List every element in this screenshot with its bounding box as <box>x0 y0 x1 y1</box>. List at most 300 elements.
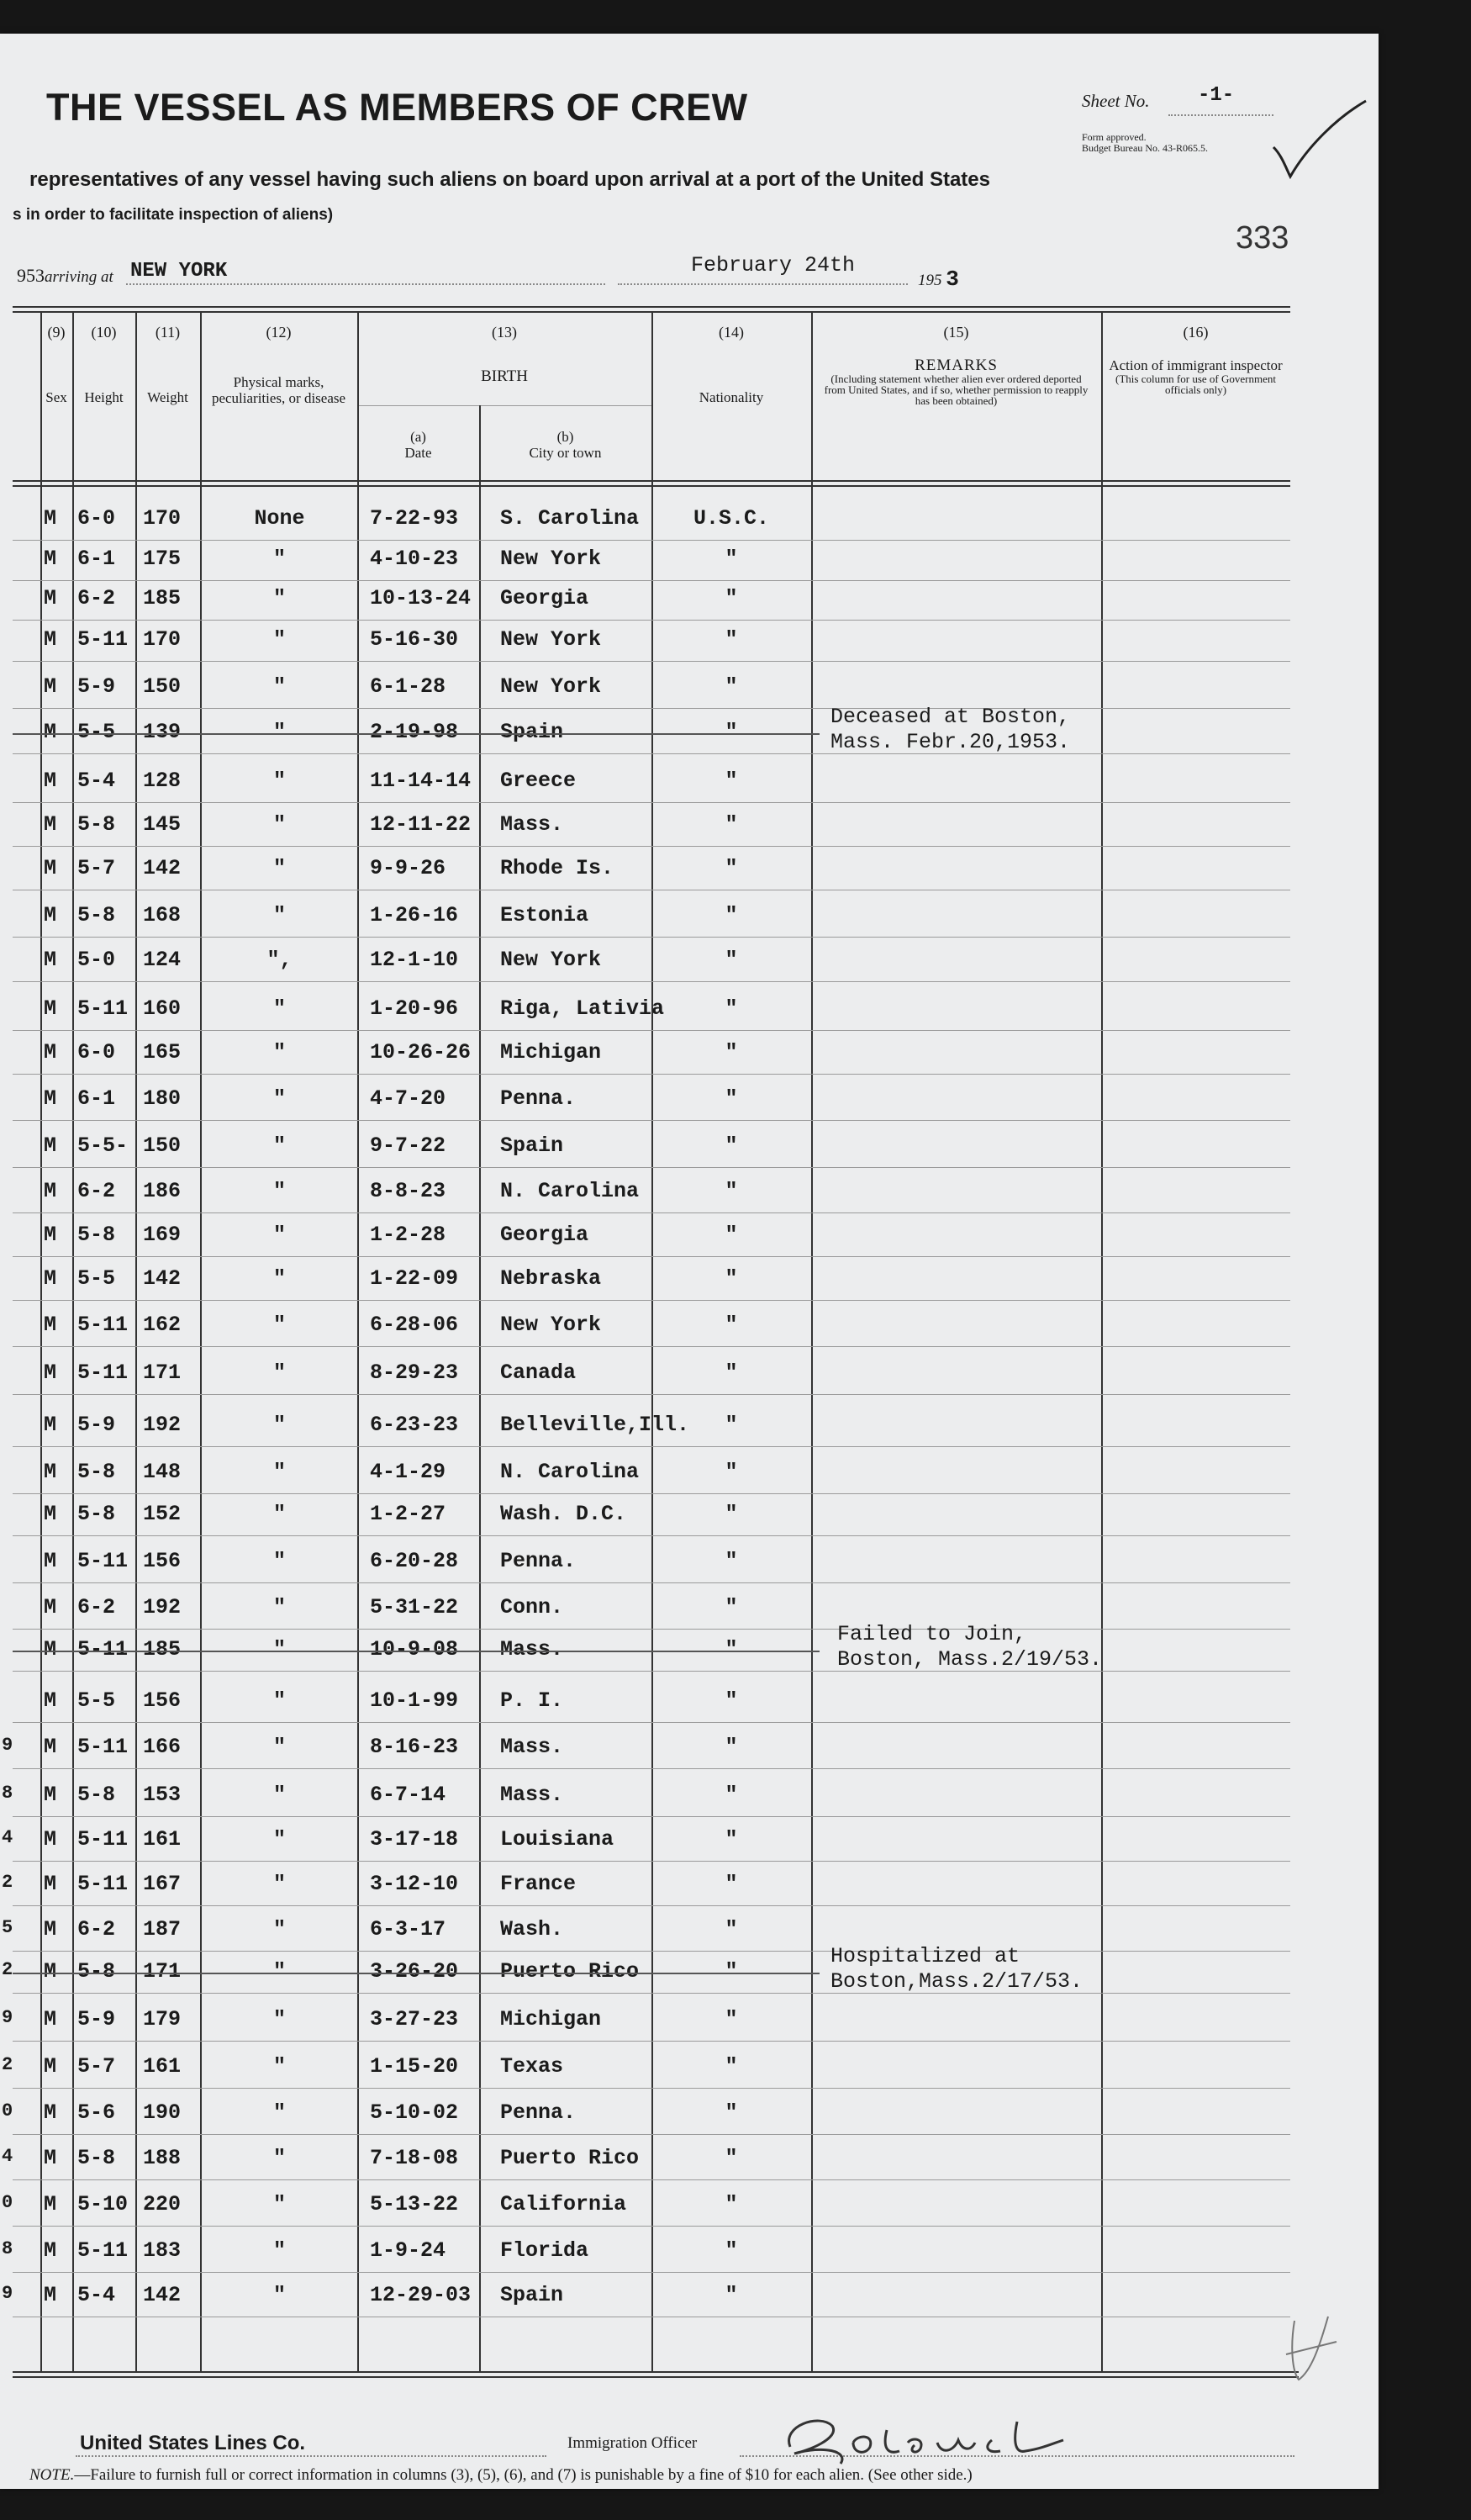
cell-nat: " <box>725 2283 738 2307</box>
col-height-header: Height <box>84 389 124 405</box>
cell-weight: 156 <box>143 1688 182 1713</box>
cell-marks: " <box>272 1783 286 1807</box>
cell-marks: " <box>272 1827 286 1852</box>
cell-nat: " <box>725 1595 738 1619</box>
cell-height: 5-4 <box>77 2283 116 2307</box>
cell-marks: " <box>272 1266 286 1291</box>
cell-sex: M <box>44 1179 57 1203</box>
cell-height: 6-0 <box>77 1040 116 1065</box>
cell-height: 5-11 <box>77 1827 129 1852</box>
cell-height: 5-4 <box>77 769 116 793</box>
cell-row-number-fragment: 4 <box>2 2146 13 2167</box>
budget-bureau-note: Form approved. Budget Bureau No. 43-R065.5. <box>1082 131 1208 154</box>
row-strike-line <box>13 1651 820 1652</box>
cell-row-number-fragment: 9 <box>2 2007 13 2028</box>
row-rule <box>13 753 1290 754</box>
cell-height: 5-8 <box>77 1223 116 1247</box>
cell-city: Estonia <box>500 903 589 927</box>
col-9-number: (9) <box>47 324 66 341</box>
row-rule <box>13 846 1290 847</box>
cell-nat: " <box>725 1637 738 1662</box>
row-rule <box>13 1861 1290 1862</box>
cell-height: 5-8 <box>77 1959 116 1984</box>
cell-date: 5-10-02 <box>370 2100 459 2125</box>
cell-weight: 166 <box>143 1735 182 1759</box>
cell-sex: M <box>44 1637 57 1662</box>
cell-nat: " <box>725 1223 738 1247</box>
cell-date: 4-7-20 <box>370 1086 446 1111</box>
cell-city: Puerto Rico <box>500 2146 640 2170</box>
cell-height: 5-11 <box>77 1637 129 1662</box>
row-rule <box>13 1535 1290 1536</box>
cell-city: Belleville,Ill. <box>500 1413 690 1437</box>
page-title: THE VESSEL AS MEMBERS OF CREW <box>46 86 748 129</box>
row-rule <box>13 580 1290 581</box>
cell-date: 12-29-03 <box>370 2283 472 2307</box>
cell-weight: 160 <box>143 996 182 1021</box>
cell-city: Florida <box>500 2238 589 2263</box>
row-rule <box>13 2041 1290 2042</box>
cell-sex: M <box>44 1266 57 1291</box>
row-rule <box>13 981 1290 982</box>
cell-height: 6-2 <box>77 586 116 610</box>
cell-nat: " <box>725 1313 738 1337</box>
cell-sex: M <box>44 1313 57 1337</box>
cell-marks: " <box>272 1637 286 1662</box>
col-birth-date-header: (a) Date <box>404 429 432 461</box>
cell-city: Mass. <box>500 1637 564 1662</box>
cell-sex: M <box>44 1133 57 1158</box>
cell-height: 5-11 <box>77 1735 129 1759</box>
cell-nat: " <box>725 1735 738 1759</box>
cell-date: 1-26-16 <box>370 903 459 927</box>
cell-nat: " <box>725 1360 738 1385</box>
cell-height: 6-0 <box>77 506 116 531</box>
cell-height: 5-8 <box>77 1783 116 1807</box>
cell-weight: 142 <box>143 856 182 880</box>
col-14-number: (14) <box>719 324 744 341</box>
cell-height: 5-11 <box>77 2238 129 2263</box>
cell-marks: " <box>272 1595 286 1619</box>
row-rule <box>13 620 1290 621</box>
cell-weight: 180 <box>143 1086 182 1111</box>
cell-marks: " <box>272 1917 286 1942</box>
arrival-date: February 24th <box>691 253 856 277</box>
cell-marks: " <box>272 769 286 793</box>
cell-date: 4-1-29 <box>370 1460 446 1484</box>
cell-date: 6-20-28 <box>370 1549 459 1573</box>
cell-city: New York <box>500 948 602 972</box>
cell-date: 1-2-28 <box>370 1223 446 1247</box>
remark-entry <box>830 705 1070 755</box>
cell-sex: M <box>44 627 57 652</box>
cell-date: 1-20-96 <box>370 996 459 1021</box>
cell-date: 5-16-30 <box>370 627 459 652</box>
cell-weight: 148 <box>143 1460 182 1484</box>
cell-weight: 167 <box>143 1872 182 1896</box>
cell-date: 1-15-20 <box>370 2054 459 2079</box>
cell-row-number-fragment: 9 <box>2 1735 13 1756</box>
cell-weight: 171 <box>143 1959 182 1984</box>
cell-sex: M <box>44 856 57 880</box>
cell-weight: 152 <box>143 1502 182 1526</box>
cell-city: Penna. <box>500 2100 577 2125</box>
cell-marks: " <box>272 674 286 699</box>
cell-weight: 153 <box>143 1783 182 1807</box>
cell-weight: 170 <box>143 506 182 531</box>
col-marks-header: Physical marks, peculiarities, or disease <box>211 374 346 406</box>
cell-sex: M <box>44 2100 57 2125</box>
page-subtitle: representatives of any vessel having such aliens on board upon arrival at a port of the United States <box>29 168 990 191</box>
cell-city: France <box>500 1872 577 1896</box>
cell-city: New York <box>500 1313 602 1337</box>
cell-nat: " <box>725 2146 738 2170</box>
row-rule <box>13 802 1290 803</box>
cell-sex: M <box>44 2238 57 2263</box>
cell-weight: 220 <box>143 2192 182 2216</box>
cell-nat: " <box>725 627 738 652</box>
row-rule <box>13 661 1290 662</box>
cell-marks: " <box>272 2192 286 2216</box>
cell-date: 7-22-93 <box>370 506 459 531</box>
cell-city: Georgia <box>500 1223 589 1247</box>
cell-weight: 187 <box>143 1917 182 1942</box>
cell-marks: " <box>272 856 286 880</box>
cell-city: Michigan <box>500 1040 602 1065</box>
sheet-label: Sheet No. <box>1082 91 1150 111</box>
cell-city: Texas <box>500 2054 564 2079</box>
cell-nat: " <box>725 2100 738 2125</box>
cell-height: 5-8 <box>77 903 116 927</box>
cell-height: 5-5 <box>77 1688 116 1713</box>
cell-weight: 150 <box>143 1133 182 1158</box>
cell-date: 9-9-26 <box>370 856 446 880</box>
cell-nat: " <box>725 769 738 793</box>
cell-height: 5-7 <box>77 856 116 880</box>
cell-date: 1-9-24 <box>370 2238 446 2263</box>
cell-city: Greece <box>500 769 577 793</box>
remark-entry <box>837 1622 1102 1672</box>
cell-height: 5-11 <box>77 1313 129 1337</box>
cell-sex: M <box>44 2283 57 2307</box>
cell-row-number-fragment: 0 <box>2 2100 13 2121</box>
row-rule <box>13 540 1290 541</box>
cell-nat: " <box>725 2238 738 2263</box>
cell-sex: M <box>44 1549 57 1573</box>
cell-height: 5-5- <box>77 1133 129 1158</box>
cell-row-number-fragment: 5 <box>2 1917 13 1938</box>
cell-nat: " <box>725 856 738 880</box>
cell-weight: 142 <box>143 1266 182 1291</box>
remark-line: Deceased at Boston, <box>830 705 1071 729</box>
cell-marks: " <box>272 1179 286 1203</box>
cell-city: Spain <box>500 2283 564 2307</box>
cell-date: 8-16-23 <box>370 1735 459 1759</box>
row-rule <box>13 937 1290 938</box>
cell-marks: " <box>272 2100 286 2125</box>
sheet-number: -1- <box>1198 84 1235 107</box>
cell-sex: M <box>44 1827 57 1852</box>
cell-row-number-fragment: 4 <box>2 1827 13 1848</box>
cell-sex: M <box>44 1460 57 1484</box>
row-rule <box>13 1493 1290 1494</box>
cell-sex: M <box>44 1413 57 1437</box>
cell-nat: " <box>725 674 738 699</box>
cell-height: 5-9 <box>77 674 116 699</box>
cell-height: 5-9 <box>77 1413 116 1437</box>
cell-sex: M <box>44 1688 57 1713</box>
cell-date: 6-28-06 <box>370 1313 459 1337</box>
cell-height: 5-11 <box>77 1549 129 1573</box>
cell-city: New York <box>500 674 602 699</box>
cell-city: Mass. <box>500 1783 564 1807</box>
cell-date: 10-9-08 <box>370 1637 459 1662</box>
cell-sex: M <box>44 547 57 571</box>
row-rule <box>13 1582 1290 1583</box>
cell-sex: M <box>44 720 57 744</box>
cell-city: Riga, Lativia <box>500 996 665 1021</box>
row-rule <box>13 1993 1290 1994</box>
cell-nat: " <box>725 1959 738 1984</box>
cell-sex: M <box>44 1360 57 1385</box>
cell-sex: M <box>44 1223 57 1247</box>
cell-date: 1-2-27 <box>370 1502 446 1526</box>
cell-nat: " <box>725 1688 738 1713</box>
cell-height: 5-8 <box>77 2146 116 2170</box>
cell-height: 6-1 <box>77 1086 116 1111</box>
cell-nat: " <box>725 1917 738 1942</box>
page-subtitle-2: s in order to facilitate inspection of aliens) <box>13 206 334 224</box>
cell-marks: " <box>272 2007 286 2031</box>
cell-weight: 142 <box>143 2283 182 2307</box>
col-13-number: (13) <box>492 324 517 341</box>
cell-weight: 150 <box>143 674 182 699</box>
row-strike-line <box>13 733 820 735</box>
remark-line: Hospitalized at <box>830 1944 1020 1968</box>
cell-nat: " <box>725 996 738 1021</box>
cell-row-number-fragment: 2 <box>2 2054 13 2075</box>
cell-marks: " <box>272 1133 286 1158</box>
cell-marks: " <box>272 2146 286 2170</box>
row-rule <box>13 1167 1290 1168</box>
cell-city: N. Carolina <box>500 1179 640 1203</box>
cell-nat: " <box>725 948 738 972</box>
cell-city: Michigan <box>500 2007 602 2031</box>
cell-city: Spain <box>500 720 564 744</box>
cell-weight: 188 <box>143 2146 182 2170</box>
cell-marks: " <box>272 903 286 927</box>
cell-date: 1-22-09 <box>370 1266 459 1291</box>
cell-nat: " <box>725 812 738 837</box>
cell-row-number-fragment: 8 <box>2 1783 13 1804</box>
arrival-year: 195 3 <box>918 267 959 292</box>
col-15-number: (15) <box>943 324 969 341</box>
cell-weight: 168 <box>143 903 182 927</box>
cell-city: S. Carolina <box>500 506 640 531</box>
row-rule <box>13 1394 1290 1395</box>
cell-city: New York <box>500 627 602 652</box>
remark-line: Boston, Mass.2/19/53. <box>837 1647 1103 1672</box>
cell-city: Louisiana <box>500 1827 614 1852</box>
cell-nat: " <box>725 1872 738 1896</box>
cell-nat: " <box>725 1827 738 1852</box>
cell-city: Penna. <box>500 1086 577 1111</box>
cell-height: 6-2 <box>77 1179 116 1203</box>
cell-weight: 124 <box>143 948 182 972</box>
cell-sex: M <box>44 1735 57 1759</box>
cell-weight: 161 <box>143 1827 182 1852</box>
cell-height: 5-10 <box>77 2192 129 2216</box>
cell-nat: " <box>725 720 738 744</box>
cell-marks: None <box>254 506 305 531</box>
cell-sex: M <box>44 1917 57 1942</box>
cell-marks: " <box>272 2283 286 2307</box>
cell-row-number-fragment: 9 <box>2 2283 13 2304</box>
cell-city: Mass. <box>500 1735 564 1759</box>
col-sex-header: Sex <box>45 389 67 405</box>
cell-nat: " <box>725 2192 738 2216</box>
row-rule <box>13 1951 1290 1952</box>
cell-date: 3-12-10 <box>370 1872 459 1896</box>
cell-marks: " <box>272 1313 286 1337</box>
cell-marks: " <box>272 1040 286 1065</box>
cell-sex: M <box>44 903 57 927</box>
cell-marks: " <box>272 1223 286 1247</box>
cell-date: 6-23-23 <box>370 1413 459 1437</box>
cell-height: 5-5 <box>77 720 116 744</box>
cell-sex: M <box>44 2007 57 2031</box>
cell-sex: M <box>44 1595 57 1619</box>
cell-nat: " <box>725 2007 738 2031</box>
cell-marks: " <box>272 1735 286 1759</box>
cell-nat: " <box>725 2054 738 2079</box>
cell-city: Puerto Rico <box>500 1959 640 1984</box>
cell-row-number-fragment: 2 <box>2 1872 13 1893</box>
cell-weight: 185 <box>143 1637 182 1662</box>
cell-weight: 186 <box>143 1179 182 1203</box>
cell-weight: 169 <box>143 1223 182 1247</box>
cell-date: 6-7-14 <box>370 1783 446 1807</box>
cell-date: 10-1-99 <box>370 1688 459 1713</box>
remark-entry <box>830 1944 1083 1994</box>
cell-date: 2-19-98 <box>370 720 459 744</box>
officer-signature <box>773 2405 1076 2472</box>
cell-nat: " <box>725 1179 738 1203</box>
cell-city: Mass. <box>500 812 564 837</box>
cell-weight: 185 <box>143 586 182 610</box>
cell-date: 4-10-23 <box>370 547 459 571</box>
cell-city: N. Carolina <box>500 1460 640 1484</box>
cell-marks: " <box>272 1413 286 1437</box>
remark-line: Mass. Febr.20,1953. <box>830 730 1071 754</box>
cell-city: New York <box>500 547 602 571</box>
cell-row-number-fragment: 0 <box>2 2192 13 2213</box>
row-rule <box>13 708 1290 709</box>
cell-city: Spain <box>500 1133 564 1158</box>
cell-date: 5-13-22 <box>370 2192 459 2216</box>
cell-sex: M <box>44 1872 57 1896</box>
cell-height: 5-11 <box>77 627 129 652</box>
cell-nat: " <box>725 1502 738 1526</box>
remark-line: Failed to Join, <box>837 1622 1027 1646</box>
cell-sex: M <box>44 586 57 610</box>
row-rule <box>13 1905 1290 1906</box>
col-12-number: (12) <box>266 324 292 341</box>
cell-date: 11-14-14 <box>370 769 472 793</box>
manifest-sheet <box>0 34 1379 2489</box>
cell-weight: 162 <box>143 1313 182 1337</box>
cell-marks: " <box>272 627 286 652</box>
cell-height: 5-8 <box>77 1502 116 1526</box>
cell-marks: " <box>272 1549 286 1573</box>
page-number: 333 <box>1236 220 1289 256</box>
row-rule <box>13 1446 1290 1447</box>
cell-weight: 170 <box>143 627 182 652</box>
cell-weight: 161 <box>143 2054 182 2079</box>
cell-nat: U.S.C. <box>693 506 769 531</box>
cell-weight: 192 <box>143 1413 182 1437</box>
cell-sex: M <box>44 1040 57 1065</box>
cell-nat: " <box>725 547 738 571</box>
row-rule <box>13 1768 1290 1769</box>
row-rule <box>13 1722 1290 1723</box>
row-rule <box>13 2088 1290 2089</box>
cell-nat: " <box>725 1040 738 1065</box>
cell-height: 5-11 <box>77 1360 129 1385</box>
cell-nat: " <box>725 1266 738 1291</box>
cell-marks: " <box>272 2238 286 2263</box>
cell-nat: " <box>725 1549 738 1573</box>
col-10-number: (10) <box>91 324 117 341</box>
cell-city: Nebraska <box>500 1266 602 1291</box>
arriving-label: 953arriving at <box>17 265 113 286</box>
cell-weight: 179 <box>143 2007 182 2031</box>
row-rule <box>13 2134 1290 2135</box>
cell-sex: M <box>44 674 57 699</box>
row-rule <box>13 2226 1290 2227</box>
cell-date: 3-27-23 <box>370 2007 459 2031</box>
cell-marks: " <box>272 1360 286 1385</box>
cell-weight: 156 <box>143 1549 182 1573</box>
cell-row-number-fragment: 2 <box>2 1959 13 1980</box>
cell-sex: M <box>44 506 57 531</box>
col-remarks-header: REMARKS (Including statement whether alien ever ordered deported from United States, and if so, whether permission to reapply has been obtained) <box>824 357 1089 407</box>
cell-city: Rhode Is. <box>500 856 614 880</box>
cell-nat: " <box>725 1783 738 1807</box>
cell-height: 5-9 <box>77 2007 116 2031</box>
cell-sex: M <box>44 812 57 837</box>
cell-date: 3-17-18 <box>370 1827 459 1852</box>
cell-marks: ", <box>266 948 293 972</box>
cell-weight: 183 <box>143 2238 182 2263</box>
row-rule <box>13 1816 1290 1817</box>
cell-date: 12-11-22 <box>370 812 472 837</box>
cell-nat: " <box>725 1460 738 1484</box>
cell-nat: " <box>725 1413 738 1437</box>
cell-sex: M <box>44 1783 57 1807</box>
cell-city: California <box>500 2192 627 2216</box>
cell-height: 5-8 <box>77 1460 116 1484</box>
cell-date: 3-26-20 <box>370 1959 459 1984</box>
cell-sex: M <box>44 2192 57 2216</box>
cell-nat: " <box>725 1133 738 1158</box>
col-birth-city-header: (b) City or town <box>529 429 602 461</box>
cell-height: 6-1 <box>77 547 116 571</box>
cell-weight: 139 <box>143 720 182 744</box>
cell-weight: 190 <box>143 2100 182 2125</box>
cell-date: 8-8-23 <box>370 1179 446 1203</box>
cell-city: Wash. <box>500 1917 564 1942</box>
